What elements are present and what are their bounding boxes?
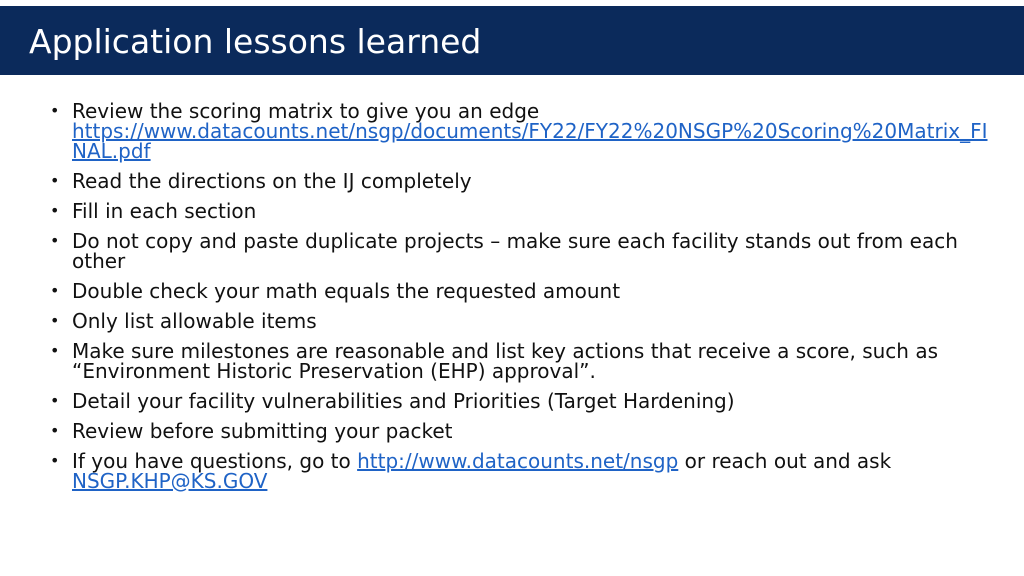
bullet-text: Make sure milestones are reasonable and list key actions that receive a score, such as “Environment Historic Preservation (EHP) approval”. — [72, 339, 938, 383]
contact-email-link[interactable]: NSGP.KHP@KS.GOV — [72, 469, 268, 493]
bullet-item-review-packet — [50, 421, 990, 441]
page-title: Application lessons learned — [29, 22, 482, 61]
bullet-item-vulnerabilities — [50, 391, 990, 411]
bullet-text: Detail your facility vulnerabilities and Priorities (Target Hardening) — [72, 389, 735, 413]
bullet-text: Double check your math equals the requested amount — [72, 279, 621, 303]
bullet-item-milestones — [50, 341, 990, 381]
bullet-text: Only list allowable items — [72, 309, 317, 333]
bullet-text: Read the directions on the IJ completely — [72, 169, 472, 193]
bullet-text: Do not copy and paste duplicate projects – make sure each facility stands out from each other — [72, 229, 958, 273]
bullet-text: Fill in each section — [72, 199, 257, 223]
bullet-list — [50, 101, 990, 501]
bullet-item-questions — [50, 451, 990, 491]
scoring-matrix-link[interactable]: https://www.datacounts.net/nsgp/documents/FY22/FY22%20NSGP%20Scoring%20Matrix_FINAL.pdf — [72, 119, 988, 163]
bullet-item-allowable-items — [50, 311, 990, 331]
nsgp-website-link[interactable]: http://www.datacounts.net/nsgp — [357, 449, 679, 473]
bullet-text: Review before submitting your packet — [72, 419, 453, 443]
bullet-item-directions — [50, 171, 990, 191]
bullet-text: Review the scoring matrix to give you an edge — [72, 99, 540, 123]
bullet-item-no-duplicates — [50, 231, 990, 271]
bullet-item-scoring-matrix — [50, 101, 990, 161]
bullet-item-check-math — [50, 281, 990, 301]
bullet-text-after: or reach out and ask — [678, 449, 892, 473]
bullet-text-before: If you have questions, go to — [72, 449, 358, 473]
title-bar — [0, 6, 1024, 75]
bullet-item-fill-section — [50, 201, 990, 221]
